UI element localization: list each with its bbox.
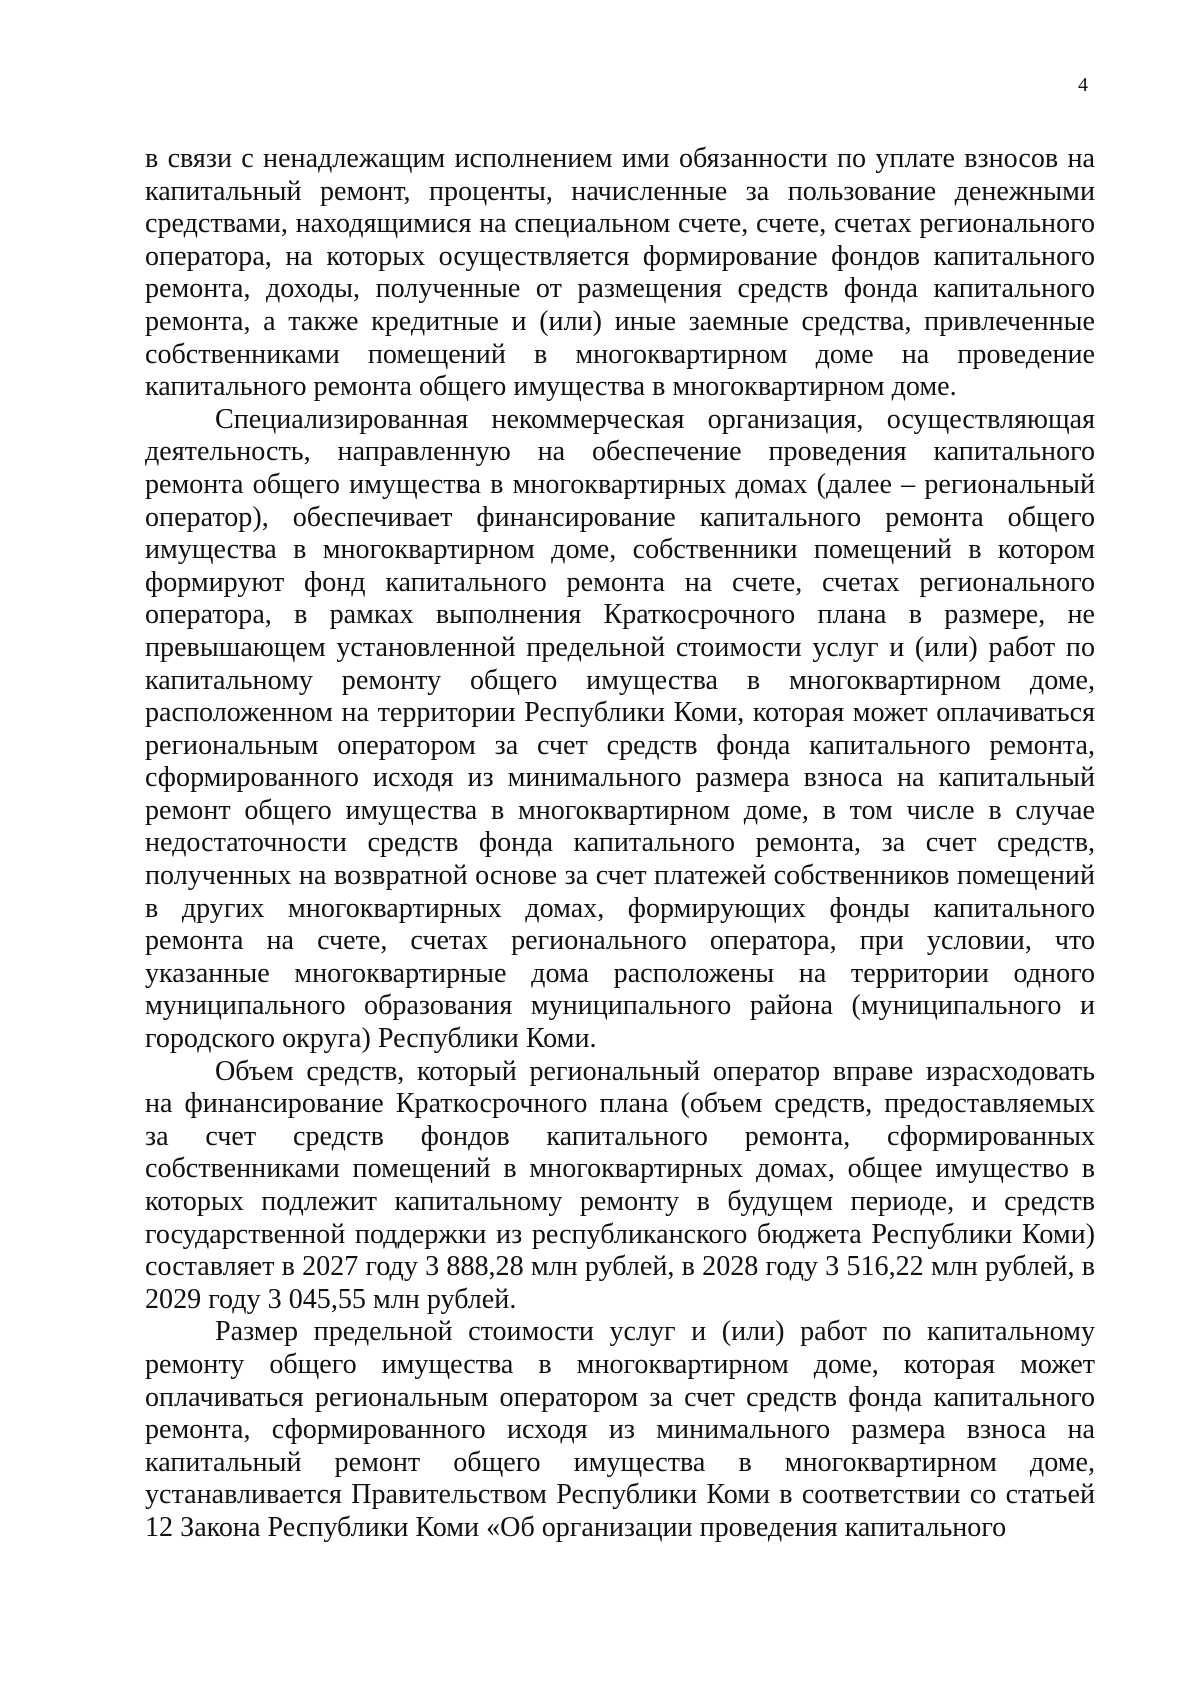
paragraph-4: Размер предельной стоимости услуг и (или) работ по капитальному ремонту общего имущества в многоквартирном доме, которая может оплачиваться региональным оператором за счет средств фонда капитального ремонта, сформированного исходя из минимального размера взноса на капитальный ремонт общего имущества в многоквартирном доме, устанавливается Правительством Республики Коми в соответствии со статьей 12 Закона Республики Коми «Об организации проведения капитального [145, 1316, 1095, 1543]
page-number: 4 [1078, 74, 1088, 96]
paragraph-2: Специализированная некоммерческая организация, осуществляющая деятельность, направленную на обеспечение проведения капитального ремонта общего имущества в многоквартирных домах (далее – региональный оператор), обеспечивает финансирование капитального ремонта общего имущества в многоквартирном доме, собственники помещений в котором формируют фонд капитального ремонта на счете, счетах регионального оператора, в рамках выполнения Краткосрочного плана в размере, не превышающем установленной предельной стоимости услуг и (или) работ по капитальному ремонту общего имущества в многоквартирном доме, расположенном на территории Республики Коми, которая может оплачиваться региональным оператором за счет средств фонда капитального ремонта, сформированного исходя из минимального размера взноса на капитальный ремонт общего имущества в многоквартирном доме, в том числе в случае недостаточности средств фонда капитального ремонта, за счет средств, полученных на возвратной основе за счет платежей собственников помещений в других многоквартирных домах, формирующих фонды капитального ремонта на счете, счетах регионального оператора, при условии, что указанные многоквартирные дома расположены на территории одного муниципального образования муниципального района (муниципального и городского округа) Республики Коми. [145, 403, 1095, 1055]
paragraph-1: в связи с ненадлежащим исполнением ими обязанности по уплате взносов на капитальный ремонт, проценты, начисленные за пользование денежными средствами, находящимися на специальном счете, счете, счетах регионального оператора, на которых осуществляется формирование фондов капитального ремонта, доходы, полученные от размещения средств фонда капитального ремонта, а также кредитные и (или) иные заемные средства, привлеченные собственниками помещений в многоквартирном доме на проведение капитального ремонта общего имущества в многоквартирном доме. [145, 143, 1095, 403]
paragraph-3: Объем средств, который региональный оператор вправе израсходовать на финансирование Краткосрочного плана (объем средств, предоставляемых за счет средств фондов капитального ремонта, сформированных собственниками помещений в многоквартирных домах, общее имущество в которых подлежит капитальному ремонту в будущем периоде, и средств государственной поддержки из республиканского бюджета Республики Коми) составляет в 2027 году 3 888,28 млн рублей, в 2028 году 3 516,22 млн рублей, в 2029 году 3 045,55 млн рублей. [145, 1055, 1095, 1315]
document-body [145, 143, 1095, 1545]
